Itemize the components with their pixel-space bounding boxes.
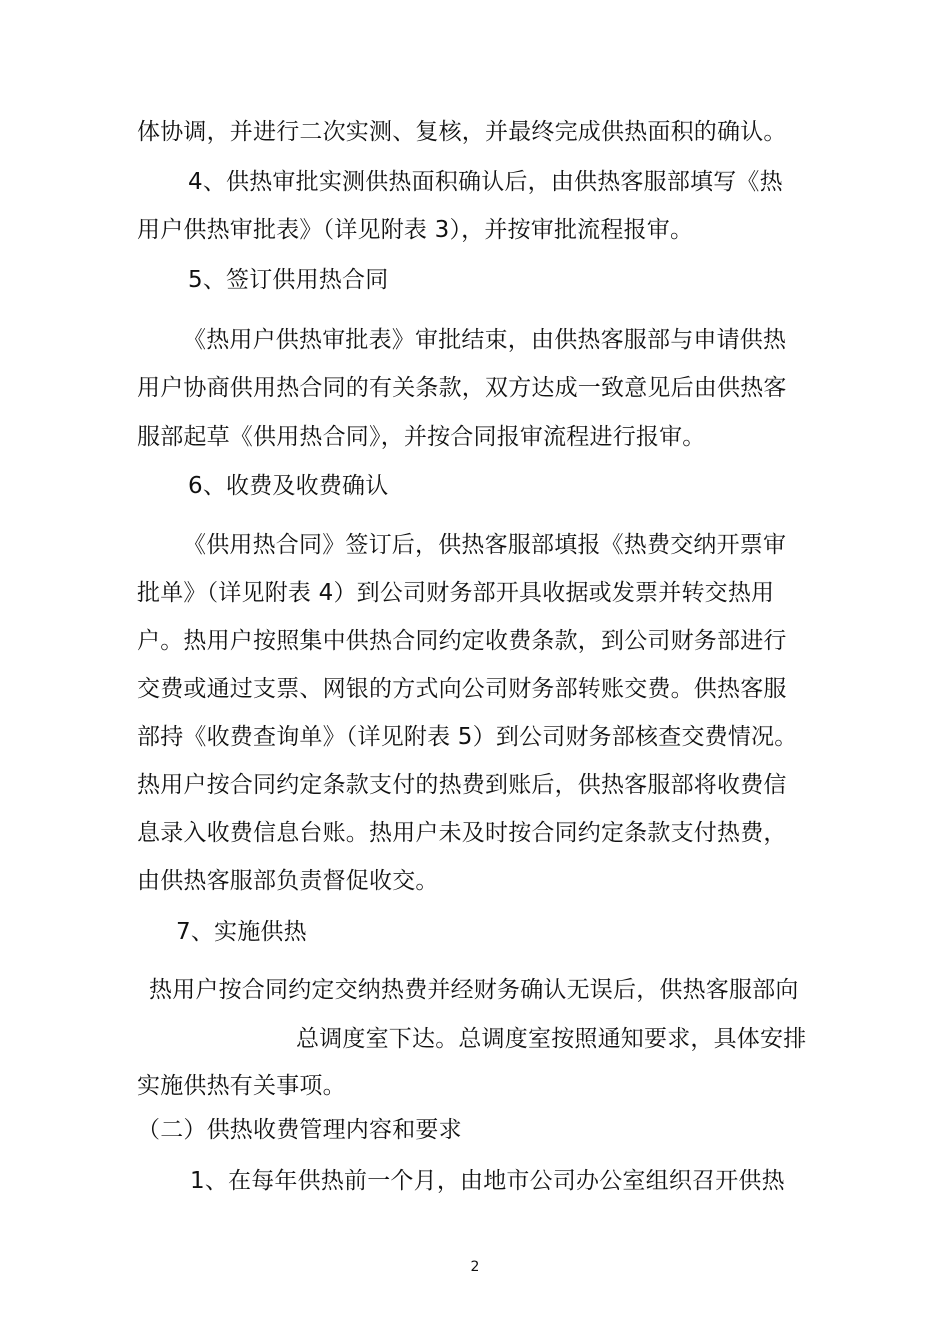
page-number: 2 [470,1259,480,1275]
text-line-20: 实施供热有关事项。 [137,1073,346,1099]
section-heading-7: 7、实施供热 [176,919,307,945]
text-line-19: 总调度室下达。总调度室按照通知要求，具体安排 [296,1026,807,1052]
text-line-10: 批单》（详见附表 4）到公司财务部开具收据或发票并转交热用 [137,580,775,606]
text-line-12: 交费或通过支票、网银的方式向公司财务部转账交费。供热客服 [137,676,787,702]
text-line-13: 部持《收费查询单》（详见附表 5）到公司财务部核查交费情况。 [137,724,798,750]
text-line-18: 热用户按合同约定交纳热费并经财务确认无误后，供热客服部向 [149,977,799,1003]
text-line-16: 由供热客服部负责督促收交。 [137,868,439,894]
text-line-5: 《热用户供热审批表》审批结束，由供热客服部与申请供热 [183,327,787,353]
text-line-3: 用户供热审批表》（详见附表 3），并按审批流程报审。 [137,217,694,243]
text-line-15: 息录入收费信息台账。热用户未及时按合同约定条款支付热费， [137,820,787,846]
subsection-heading: （二）供热收费管理内容和要求 [137,1117,462,1143]
text-line-7: 服部起草《供用热合同》，并按合同报审流程进行报审。 [137,424,706,450]
text-line-6: 用户协商供用热合同的有关条款，双方达成一致意见后由供热客 [137,375,787,401]
text-line-14: 热用户按合同约定条款支付的热费到账后，供热客服部将收费信 [137,772,787,798]
text-line-22: 1、在每年供热前一个月，由地市公司办公室组织召开供热 [190,1168,785,1194]
text-line-9: 《供用热合同》签订后，供热客服部填报《热费交纳开票审 [183,532,787,558]
section-heading-6: 6、收费及收费确认 [188,473,389,499]
section-heading-5: 5、签订供用热合同 [188,267,389,293]
text-line-2: 4、供热审批实测供热面积确认后，由供热客服部填写《热 [188,169,783,195]
text-line-1: 体协调，并进行二次实测、复核，并最终完成供热面积的确认。 [137,119,787,145]
text-line-11: 户。热用户按照集中供热合同约定收费条款，到公司财务部进行 [137,628,787,654]
